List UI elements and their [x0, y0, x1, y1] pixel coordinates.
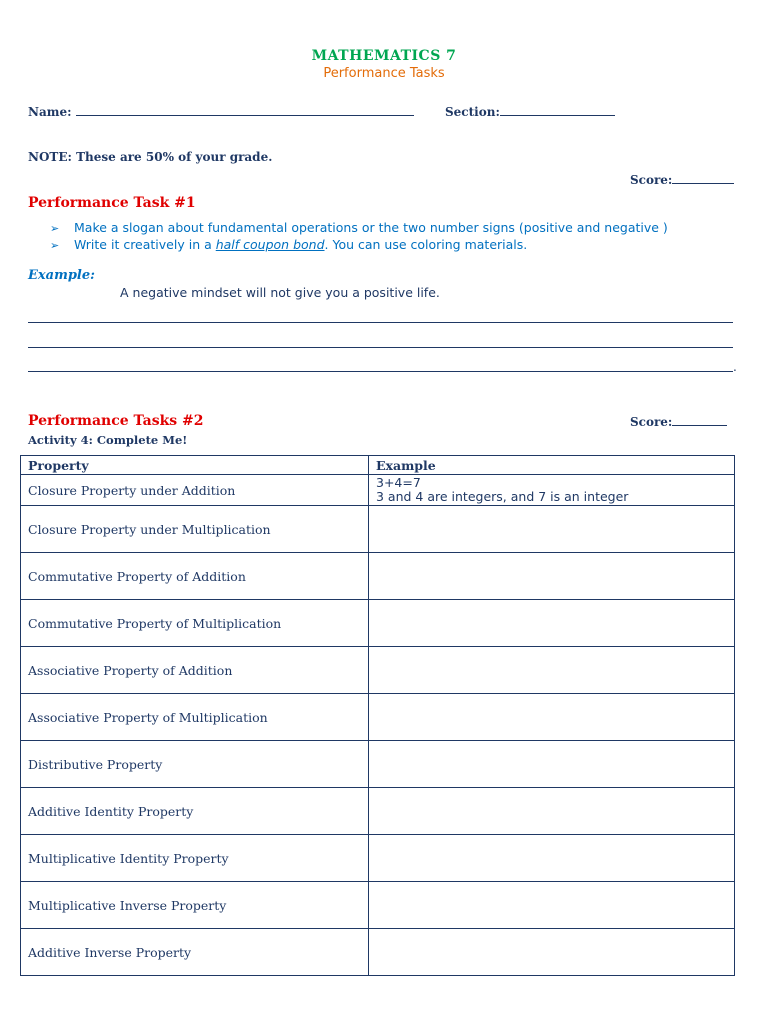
- property-cell: Additive Inverse Property: [21, 929, 369, 976]
- score-field-1[interactable]: [630, 173, 734, 187]
- answer-end-mark: .: [733, 360, 737, 374]
- example-slogan: A negative mindset will not give you a positive life.: [120, 285, 440, 300]
- example-answer-cell[interactable]: [369, 929, 735, 976]
- example-answer-cell[interactable]: [369, 882, 735, 929]
- task1-heading: Performance Task #1: [28, 195, 196, 211]
- arrow-bullet-icon: ➢: [50, 222, 60, 235]
- instruction-suffix: . You can use coloring materials.: [324, 237, 528, 252]
- example-answer-cell[interactable]: [369, 553, 735, 600]
- half-coupon-bond-link: half coupon bond: [215, 237, 325, 252]
- arrow-bullet-icon: ➢: [50, 239, 60, 252]
- property-cell: Commutative Property of Multiplication: [21, 600, 369, 647]
- score-blank-1[interactable]: [672, 173, 734, 184]
- property-cell: Closure Property under Addition: [21, 475, 369, 506]
- task1-instructions: [50, 220, 668, 254]
- score-field-2[interactable]: [630, 415, 727, 429]
- column-header-property: Property: [21, 456, 369, 475]
- score-label-2: Score:: [630, 415, 673, 429]
- activity-title: Activity 4: Complete Me!: [28, 433, 188, 447]
- property-cell: Commutative Property of Addition: [21, 553, 369, 600]
- example-explanation: 3 and 4 are integers, and 7 is an integer: [376, 489, 629, 504]
- table-header-row: [21, 456, 735, 475]
- example-answer-cell[interactable]: [369, 647, 735, 694]
- table-row: [21, 835, 735, 882]
- page-title: MATHEMATICS 7: [311, 48, 457, 64]
- example-answer-cell[interactable]: [369, 506, 735, 553]
- table-row: [21, 475, 735, 506]
- table-row: [21, 694, 735, 741]
- answer-line-2[interactable]: [28, 347, 733, 348]
- task2-heading: Performance Tasks #2: [28, 413, 204, 429]
- property-cell: Additive Identity Property: [21, 788, 369, 835]
- column-header-example: Example: [369, 456, 735, 475]
- property-cell: Associative Property of Addition: [21, 647, 369, 694]
- section-blank[interactable]: [500, 105, 615, 116]
- list-item: [50, 220, 668, 237]
- instruction-prefix: Write it creatively in a: [74, 237, 216, 252]
- property-cell: Associative Property of Multiplication: [21, 694, 369, 741]
- name-blank[interactable]: [76, 105, 414, 116]
- property-cell: Distributive Property: [21, 741, 369, 788]
- properties-table: [20, 455, 735, 976]
- answer-line-3[interactable]: [28, 371, 733, 372]
- example-answer-cell[interactable]: [369, 788, 735, 835]
- list-item: [50, 237, 668, 254]
- score-label-1: Score:: [630, 173, 673, 187]
- property-cell: Multiplicative Inverse Property: [21, 882, 369, 929]
- answer-line-1[interactable]: [28, 322, 733, 323]
- example-answer-cell[interactable]: [369, 741, 735, 788]
- example-answer-cell[interactable]: [369, 600, 735, 647]
- table-row: [21, 553, 735, 600]
- example-answer-cell[interactable]: [369, 835, 735, 882]
- example-cell: [369, 475, 735, 506]
- section-label: Section:: [445, 105, 500, 119]
- table-row: [21, 506, 735, 553]
- property-cell: Closure Property under Multiplication: [21, 506, 369, 553]
- table-row: [21, 741, 735, 788]
- property-cell: Multiplicative Identity Property: [21, 835, 369, 882]
- section-field[interactable]: [445, 105, 615, 119]
- table-row: [21, 647, 735, 694]
- grade-note: NOTE: These are 50% of your grade.: [28, 150, 273, 164]
- table-row: [21, 788, 735, 835]
- name-label: Name:: [28, 105, 72, 119]
- score-blank-2[interactable]: [672, 415, 727, 426]
- name-field[interactable]: [28, 105, 414, 119]
- example-label: Example:: [28, 268, 95, 283]
- page-subtitle: Performance Tasks: [323, 66, 445, 81]
- instruction-text: Make a slogan about fundamental operations or the two number signs (positive and negative ): [74, 220, 668, 235]
- example-equation: 3+4=7: [376, 475, 421, 490]
- table-row: [21, 600, 735, 647]
- table-row: [21, 929, 735, 976]
- example-answer-cell[interactable]: [369, 694, 735, 741]
- table-row: [21, 882, 735, 929]
